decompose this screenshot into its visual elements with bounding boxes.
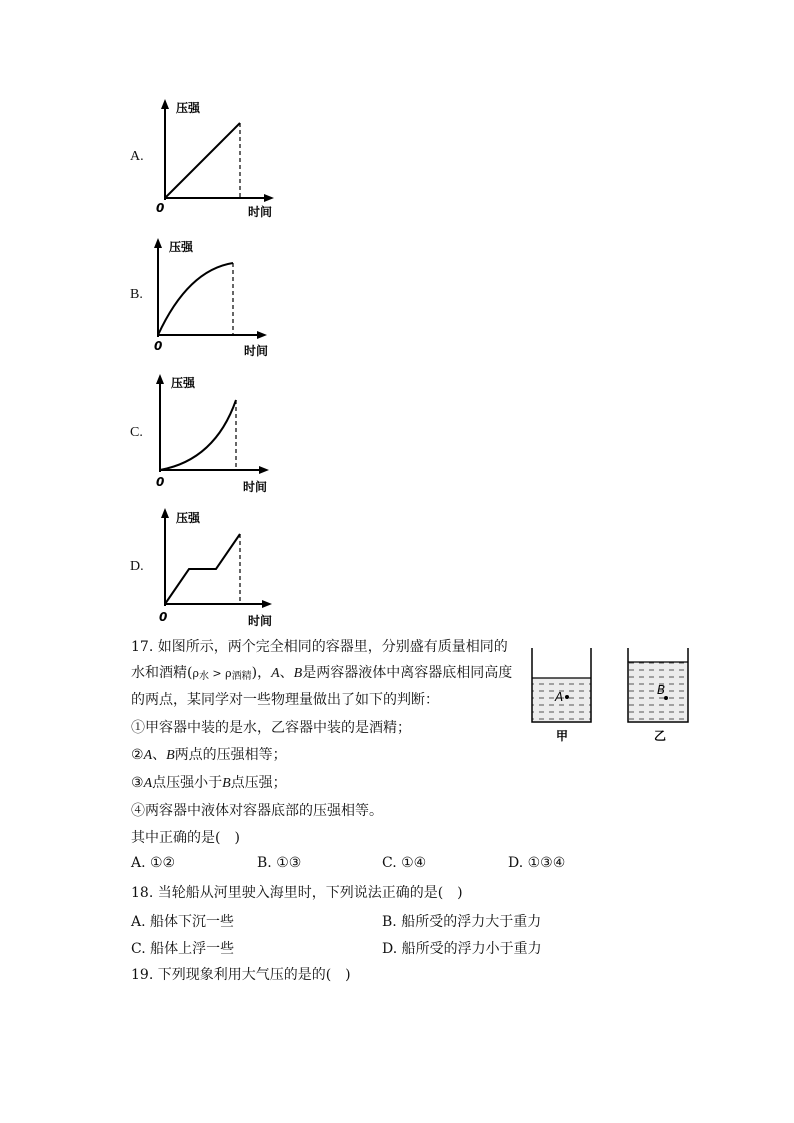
q17-text: 、 [152,747,167,763]
graph-b-xlabel: 时间 [244,344,269,358]
q17-statement-2 [131,745,287,766]
vessel-point-a: A [555,690,564,704]
graph-a-xlabel: 时间 [248,205,273,219]
point-b: B [293,666,303,681]
graph-c [145,370,280,500]
option-a-label: A. [130,149,144,164]
point-a: A [271,666,280,681]
q17-text: 是两容器液体中离容器底相同高度 [302,665,513,681]
graph-b [143,234,278,364]
graph-c-origin: 0 [156,475,165,489]
option-c-label: C. [130,425,143,440]
q17-statement-1: ①甲容器中装的是水，乙容器中装的是酒精； [131,720,411,736]
vessels-figure [528,645,698,745]
point-a: A [143,748,153,763]
vessel-point-b: B [657,683,666,697]
rho-water-sub: 水 [198,671,209,682]
vessel-left-label: 甲 [556,729,569,743]
rho-symbol: ρ [225,667,232,680]
q18-choice-b[interactable]: B. 船所受的浮力大于重力 [382,914,542,930]
q17-text: 点压强小于 [152,775,223,791]
graph-d-xlabel: 时间 [248,614,273,628]
point-a: A [143,776,153,791]
rho-symbol: ρ [192,667,199,680]
q17-text: ② [131,747,144,763]
graph-c-xlabel: 时间 [243,480,268,494]
graph-a-ylabel: 压强 [176,101,201,115]
q17-choice-d[interactable]: D. ①③④ [508,855,566,871]
q17-text: 两点的压强相等； [174,747,287,763]
point-b: B [166,748,175,763]
point-a-dot [565,695,569,699]
q17-text: 点压强； [230,775,287,791]
q17-text: )， [251,665,272,681]
point-b: B [222,776,231,791]
vessel-right-label: 乙 [654,729,667,743]
q17-ask: 其中正确的是( ) [131,830,240,846]
graph-a [150,95,285,225]
graph-d-curve [165,534,240,604]
q17-choice-b[interactable]: B. ①③ [257,855,302,871]
q18-choice-c[interactable]: C. 船体上浮一些 [131,941,235,957]
q17-text: 、 [279,665,294,681]
rho-alcohol-sub: 酒精 [231,671,252,682]
q17-text: 水和酒精( [131,665,193,681]
graph-c-curve [160,400,236,470]
graph-a-origin: 0 [156,201,165,215]
graph-a-curve [165,123,240,198]
q17-line-3: 的两点，某同学对一些物理量做出了如下的判断： [131,692,439,708]
q17-line-2 [131,663,512,687]
graph-b-origin: 0 [154,339,163,353]
graph-b-curve [158,263,233,335]
q17-statement-4: ④两容器中液体对容器底部的压强相等。 [131,803,383,819]
q18-choice-a[interactable]: A. 船体下沉一些 [131,914,235,930]
graph-d-origin: 0 [159,610,168,624]
q18-choice-d[interactable]: D. 船所受的浮力小于重力 [382,941,542,957]
q17-choice-a[interactable]: A. ①② [131,855,176,871]
graph-d-ylabel: 压强 [176,511,201,525]
q17-text: ③ [131,775,144,791]
gt-symbol: > [208,667,226,680]
q17-line-1: 17. 如图所示，两个完全相同的容器里，分别盛有质量相同的 [131,639,508,655]
point-b-dot [664,696,668,700]
q17-choice-c[interactable]: C. ①④ [382,855,427,871]
q18-stem: 18. 当轮船从河里驶入海里时，下列说法正确的是( ) [131,885,463,901]
option-d-label: D. [130,559,144,574]
graph-d [150,504,285,629]
graph-c-ylabel: 压强 [171,376,196,390]
q17-statement-3 [131,773,287,794]
q19-stem: 19. 下列现象利用大气压的是的( ) [131,967,351,983]
option-b-label: B. [130,287,143,302]
graph-b-ylabel: 压强 [169,240,194,254]
